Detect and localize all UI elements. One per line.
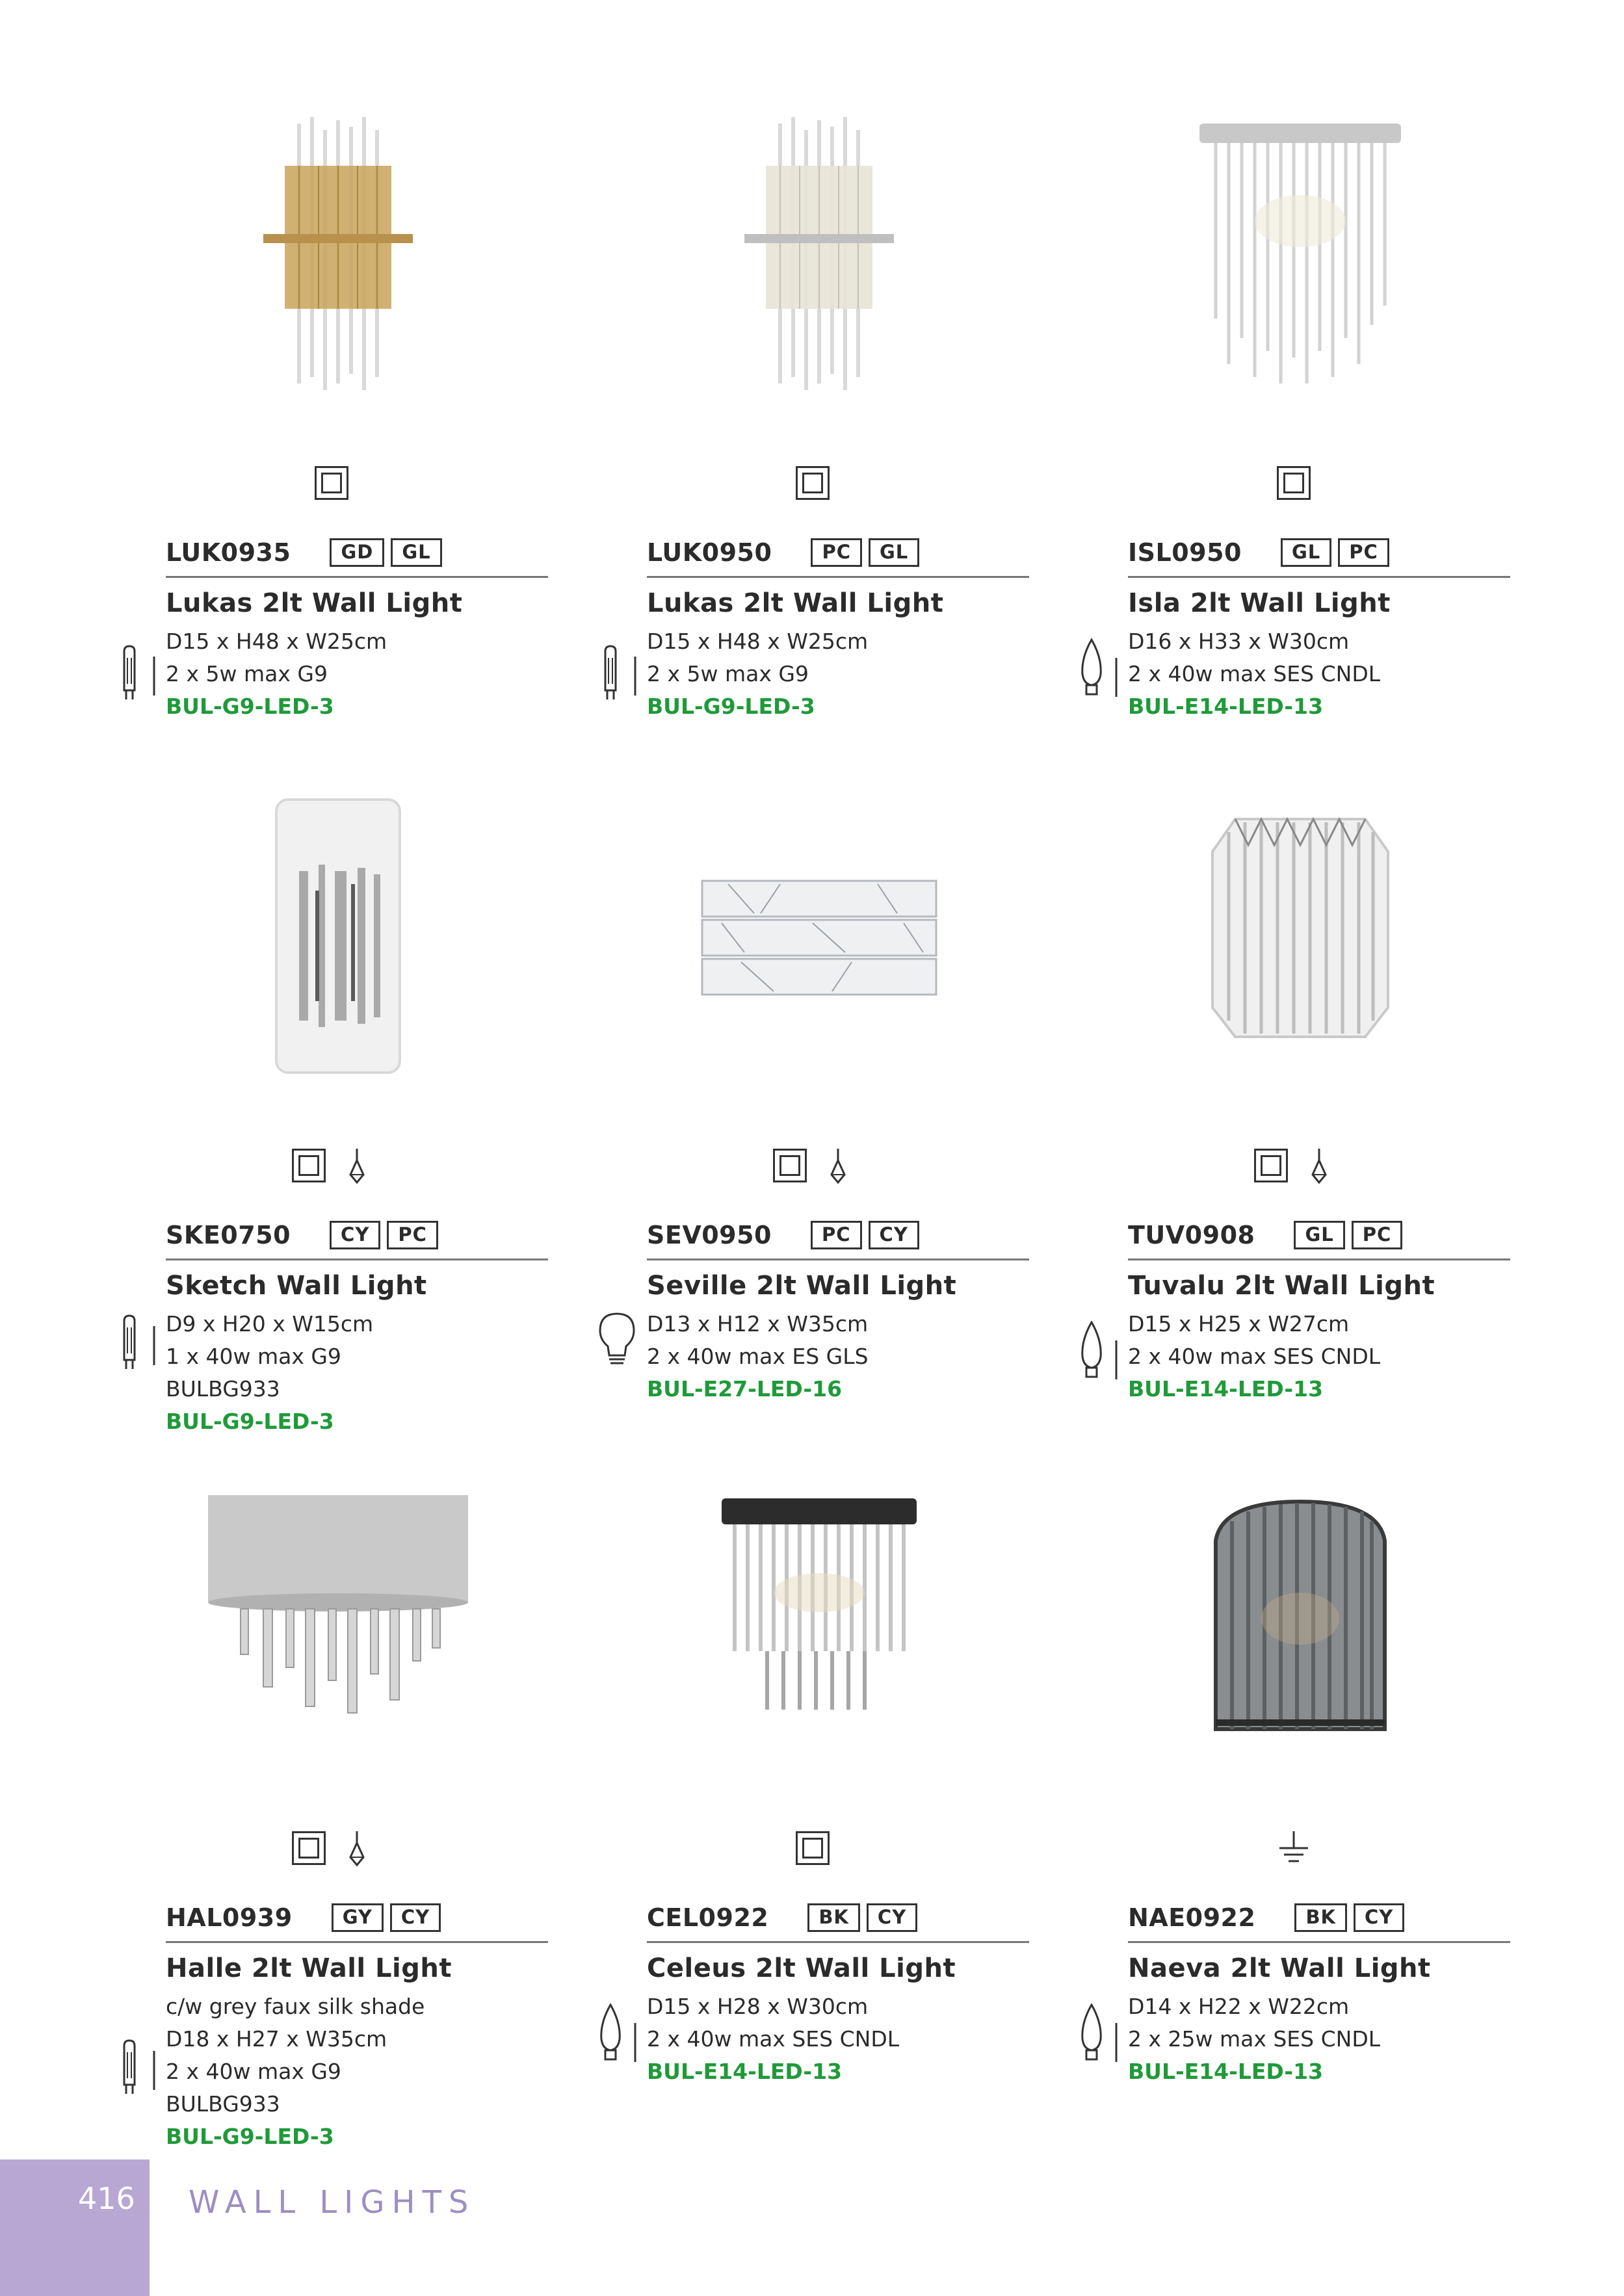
divider: [166, 576, 548, 578]
symbol-row: [618, 460, 1008, 506]
symbol-row: [1099, 1825, 1489, 1871]
page-number-tab: [0, 2159, 150, 2296]
finish-badge: BK: [807, 1903, 860, 1932]
spec-line: D9 x H20 x W15cm: [166, 1311, 374, 1337]
double-insulated-icon: [796, 466, 830, 500]
spec-line: D14 x H22 x W22cm: [1128, 1994, 1350, 2019]
divider: [1128, 1259, 1510, 1260]
divider: [647, 1259, 1029, 1260]
product-name: Celeus 2lt Wall Light: [647, 1953, 956, 1983]
divider: [647, 576, 1029, 578]
g9-capsule-icon: [114, 645, 159, 710]
product-name: Tuvalu 2lt Wall Light: [1128, 1271, 1435, 1301]
g9-capsule-icon: [114, 1314, 159, 1379]
finish-badge: CY: [1354, 1903, 1404, 1932]
finish-badge: GL: [1281, 538, 1331, 567]
double-insulated-icon: [292, 1149, 326, 1182]
product-name: Seville 2lt Wall Light: [647, 1271, 957, 1301]
spec-line: 2 x 40w max SES CNDL: [647, 2026, 900, 2052]
product-code: CEL0922: [647, 1903, 769, 1932]
symbol-row: [1099, 1143, 1489, 1188]
spec-line: D15 x H48 x W25cm: [647, 629, 869, 654]
product-code: SEV0950: [647, 1221, 772, 1249]
g9-capsule-icon: [114, 2039, 159, 2104]
divider: [1128, 1941, 1510, 1943]
product-specs: [166, 1990, 425, 2153]
product-photo: [1164, 104, 1437, 416]
bulb-code: BUL-E14-LED-13: [1128, 1376, 1324, 1402]
gls-bulb-icon: [595, 1311, 640, 1376]
spec-line: D13 x H12 x W35cm: [647, 1311, 869, 1337]
product-specs: [1128, 625, 1380, 723]
spec-line: D15 x H48 x W25cm: [166, 629, 387, 654]
product-card: [1099, 1469, 1489, 2119]
product-specs: [647, 1990, 899, 2088]
product-card: [618, 104, 1008, 754]
symbol-row: [618, 1143, 1008, 1188]
product-code: LUK0935: [166, 538, 291, 567]
crystal-icon: [824, 1146, 852, 1185]
finish-badge: PC: [387, 1221, 438, 1249]
product-name: Isla 2lt Wall Light: [1128, 588, 1391, 618]
symbol-row: [618, 1825, 1008, 1871]
spec-line: 2 x 40w max SES CNDL: [1128, 661, 1381, 686]
product-code: SKE0750: [166, 1221, 291, 1249]
double-insulated-icon: [292, 1831, 326, 1865]
finish-badge: CY: [390, 1903, 441, 1932]
spec-line: 2 x 40w max SES CNDL: [1128, 1344, 1381, 1369]
crystal-icon: [1305, 1146, 1333, 1185]
double-insulated-icon: [1277, 466, 1311, 500]
spec-line: BULBG933: [166, 1376, 280, 1402]
product-card: [1099, 104, 1489, 754]
double-insulated-icon: [1254, 1149, 1288, 1182]
product-photo: [202, 787, 475, 1099]
product-card: [618, 1469, 1008, 2119]
symbol-row: [137, 460, 527, 506]
bulb-code: BUL-E14-LED-13: [1128, 2059, 1324, 2084]
bulb-code: BUL-G9-LED-3: [647, 694, 815, 719]
finish-badge: GL: [391, 538, 441, 567]
double-insulated-icon: [773, 1149, 807, 1182]
spec-line: 2 x 25w max SES CNDL: [1128, 2026, 1381, 2052]
product-name: Lukas 2lt Wall Light: [647, 588, 944, 618]
divider: [647, 1941, 1029, 1943]
crystal-icon: [343, 1146, 371, 1185]
bulb-code: BUL-G9-LED-3: [166, 1409, 334, 1434]
product-code: LUK0950: [647, 538, 772, 567]
product-card: [137, 787, 527, 1437]
earth-icon: [1276, 1829, 1312, 1868]
symbol-row: [137, 1143, 527, 1188]
crystal-icon: [343, 1829, 371, 1868]
finish-badge: GL: [1294, 1221, 1344, 1249]
product-photo: [683, 787, 956, 1099]
product-card: [1099, 787, 1489, 1437]
bulb-code: BUL-G9-LED-3: [166, 694, 334, 719]
spec-line: 2 x 5w max G9: [166, 661, 328, 686]
finish-badge: CY: [330, 1221, 380, 1249]
product-name: Sketch Wall Light: [166, 1271, 427, 1301]
product-photo: [1164, 1469, 1437, 1781]
finish-badge: PC: [1352, 1221, 1403, 1249]
product-photo: [202, 104, 475, 416]
product-code: ISL0950: [1128, 538, 1242, 567]
finish-badge: PC: [811, 1221, 862, 1249]
finish-badge: CY: [869, 1221, 919, 1249]
symbol-row: [137, 1825, 527, 1871]
product-specs: [166, 1308, 373, 1438]
double-insulated-icon: [796, 1831, 830, 1865]
bulb-code: BUL-E14-LED-13: [647, 2059, 843, 2084]
product-code: HAL0939: [166, 1903, 293, 1932]
product-photo: [683, 104, 956, 416]
symbol-row: [1099, 460, 1489, 506]
product-photo: [1164, 787, 1437, 1099]
finish-badge: GY: [332, 1903, 384, 1932]
product-specs: [1128, 1990, 1380, 2088]
spec-line: D18 x H27 x W35cm: [166, 2026, 387, 2052]
section-title: WALL LIGHTS: [189, 2184, 476, 2221]
spec-line: D15 x H28 x W30cm: [647, 1994, 869, 2019]
candle-bulb-icon: [1076, 1321, 1121, 1386]
double-insulated-icon: [315, 466, 348, 500]
page-number: 416: [78, 2181, 135, 2216]
spec-line: D16 x H33 x W30cm: [1128, 629, 1350, 654]
spec-line: BULBG933: [166, 2091, 280, 2117]
product-specs: [647, 1308, 869, 1405]
product-card: [137, 104, 527, 754]
finish-badge: CY: [867, 1903, 917, 1932]
product-card: [137, 1469, 527, 2149]
spec-line: 1 x 40w max G9: [166, 1344, 341, 1369]
product-name: Halle 2lt Wall Light: [166, 1953, 452, 1983]
product-specs: [166, 625, 387, 723]
product-specs: [1128, 1308, 1380, 1405]
finish-badge: PC: [1338, 538, 1389, 567]
spec-line: 2 x 40w max G9: [166, 2059, 341, 2084]
g9-capsule-icon: [595, 645, 640, 710]
spec-line: 2 x 5w max G9: [647, 661, 809, 686]
product-card: [618, 787, 1008, 1437]
product-specs: [647, 625, 868, 723]
candle-bulb-icon: [1076, 638, 1121, 703]
candle-bulb-icon: [1076, 2003, 1121, 2068]
finish-badge: GD: [330, 538, 384, 567]
divider: [166, 1259, 548, 1260]
spec-line: D15 x H25 x W27cm: [1128, 1311, 1350, 1337]
product-photo: [683, 1469, 956, 1781]
product-code: NAE0922: [1128, 1903, 1256, 1932]
divider: [1128, 576, 1510, 578]
finish-badge: GL: [869, 538, 919, 567]
finish-badge: BK: [1294, 1903, 1347, 1932]
bulb-code: BUL-E14-LED-13: [1128, 694, 1324, 719]
product-photo: [202, 1469, 475, 1781]
spec-line: c/w grey faux silk shade: [166, 1994, 425, 2019]
divider: [166, 1941, 548, 1943]
bulb-code: BUL-G9-LED-3: [166, 2124, 334, 2149]
product-name: Naeva 2lt Wall Light: [1128, 1953, 1431, 1983]
product-code: TUV0908: [1128, 1221, 1255, 1249]
candle-bulb-icon: [595, 2003, 640, 2068]
product-name: Lukas 2lt Wall Light: [166, 588, 463, 618]
spec-line: 2 x 40w max ES GLS: [647, 1344, 869, 1369]
bulb-code: BUL-E27-LED-16: [647, 1376, 843, 1402]
finish-badge: PC: [811, 538, 862, 567]
